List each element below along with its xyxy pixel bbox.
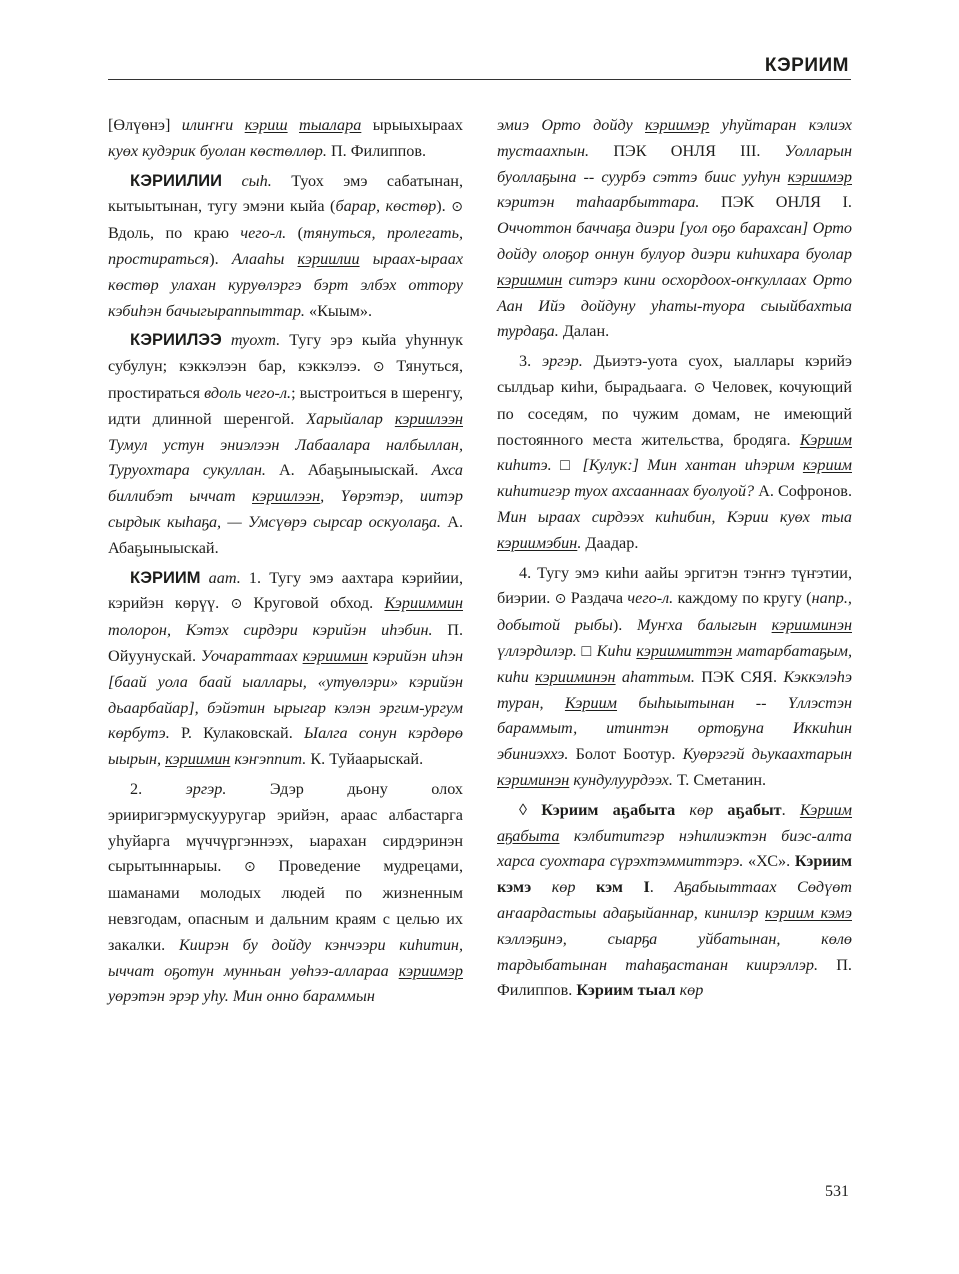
italic-text: киһитэ. xyxy=(497,456,552,475)
underlined-term: Кэриим xyxy=(799,800,853,819)
italic-text: кэллэҕинэ, сыарҕа уйбатынан, көлө тардыбатынан таһаҕастанан киирэллэр. xyxy=(497,929,852,974)
italic-text: Оччоттон баччаҕа диэри [уол оҕо барахсан] Орто дойду олоҕор оннун булуор диэри киһихара буолар xyxy=(497,219,852,263)
headword: КЭРИИМ xyxy=(130,568,201,587)
italic-text: сыһ. xyxy=(222,171,272,190)
translation-marker-icon: ⊙ xyxy=(693,379,706,396)
translation-marker-icon: ⊙ xyxy=(244,859,256,876)
example-term xyxy=(803,456,852,474)
text: каждому по кругу ( xyxy=(673,589,812,608)
example-term xyxy=(772,616,852,634)
text: Т. Сметанин. xyxy=(672,770,767,789)
text: «ХС». xyxy=(743,852,795,871)
italic-text: кэритэн таһаарбыттара. xyxy=(497,193,700,212)
left-column xyxy=(108,113,463,1014)
italic-text: [Кулук:] Мин хантан иһэрим xyxy=(582,456,803,475)
text: «Кыым». xyxy=(304,301,373,320)
text: П. Филиппов. xyxy=(497,955,852,1000)
underlined-term: кэрииминэн xyxy=(771,616,852,635)
italic-text: Ахса биллибэт ыччат xyxy=(108,461,464,506)
underlined-term: кэриим xyxy=(802,456,852,475)
example-term xyxy=(765,904,852,922)
phrase-headword: аҕабыт xyxy=(727,800,782,819)
text: А. Абаҕыныыскай. xyxy=(265,461,432,480)
example-term xyxy=(384,594,463,612)
italic-text: , Үөрэтэр, иитэр сырдык кыһаҕа, — Умсүөрэ сырсар оскуолаҕа. xyxy=(108,487,463,531)
underlined-term: кэриимин xyxy=(165,750,231,769)
text: Дьиэтэ-уота суох, ыаллары кэрийэ сылдьар киһи, бырадьаага. xyxy=(497,352,852,396)
underlined-term: кэрииминэн xyxy=(535,667,616,686)
example-term xyxy=(645,116,709,134)
example-term xyxy=(252,487,320,505)
dictionary-paragraph xyxy=(108,566,463,773)
dictionary-paragraph xyxy=(108,777,463,1010)
text: ◊ xyxy=(519,800,542,819)
headword: КЭРИИЛИИ xyxy=(130,171,223,190)
italic-text: Киһи xyxy=(596,641,637,660)
underlined-term: кэриимин xyxy=(497,270,563,289)
underlined-term: Кэриим xyxy=(564,693,618,712)
text: □ xyxy=(551,456,583,475)
italic-text: Уолларын буоллаҕына -- суурбэ сэттэ биис ууһун xyxy=(497,141,852,186)
underlined-term: кэриимэр xyxy=(787,167,852,186)
text: ПЭК СЯЯ. xyxy=(694,667,784,686)
italic-text: туохт. xyxy=(221,331,281,350)
example-term xyxy=(298,250,360,268)
underlined-term: Кэриим xyxy=(799,430,852,449)
text: Болот Боотур. xyxy=(568,745,683,764)
text: Проведение мудрецами, шаманами молодых людей по жизненным невзгодам, опасным и дальним краям с целью их закалки. xyxy=(108,857,463,954)
italic-text: Кэккэлэһэ туран, xyxy=(497,667,852,712)
text: ырыыхыраах xyxy=(361,116,464,134)
text: П. Филиппов. xyxy=(326,141,427,160)
italic-text: көр xyxy=(675,981,704,1000)
italic-text: кэҥэппит. xyxy=(230,750,307,769)
italic-text: Алааһы xyxy=(231,249,298,268)
dictionary-paragraph xyxy=(497,349,852,556)
underlined-term: кэриилээн xyxy=(394,409,464,428)
italic-text: Тумул устун эниэлээн Лабаалара налбыллан, Туруохтара сукуллан. xyxy=(108,435,463,480)
italic-text: уһуйтаран кэлиэх тустаахпын. xyxy=(497,116,852,160)
text: ПЭК ОНЛЯ I. xyxy=(699,193,852,212)
italic-text: Муҥха балыгын xyxy=(636,616,772,635)
italic-text: эргэр. xyxy=(185,779,227,798)
example-term xyxy=(636,642,732,660)
dictionary-paragraph xyxy=(497,113,852,345)
underlined-term: аҕабыта xyxy=(497,826,560,845)
text: Даадар. xyxy=(581,533,639,552)
text: Далан. xyxy=(558,322,610,341)
phrase-headword: кэм I xyxy=(595,878,650,897)
text: . xyxy=(781,800,800,819)
italic-text: куөх кудэрик буолан көстөллөр. xyxy=(108,141,327,160)
italic-text: быһыытынан -- Үллэстэн барaммыт, итинтэн ортоҕуна Иккиһин эбиниэххэ. xyxy=(497,693,852,764)
underlined-term: кэриимин xyxy=(302,646,368,665)
translation-marker-icon: ⊙ xyxy=(230,596,243,613)
text: ( xyxy=(286,224,304,243)
example-term xyxy=(395,410,463,428)
example-term xyxy=(565,694,617,712)
underlined-term: кэриилии xyxy=(297,249,360,268)
underlined-term: тыалара xyxy=(299,116,362,134)
italic-text: тянуться, пролегать, простираться xyxy=(108,224,463,268)
example-term xyxy=(800,801,852,819)
text: Раздача xyxy=(566,589,628,608)
example-term xyxy=(788,168,852,186)
translation-marker-icon: ⊙ xyxy=(554,591,567,608)
underlined-term: Кэрииммин xyxy=(384,594,463,613)
text: Круговой обход. xyxy=(242,594,385,613)
text: 2. xyxy=(130,779,186,798)
dictionary-paragraph xyxy=(497,561,852,794)
italic-text: үллэрдилэр. xyxy=(497,641,577,660)
phrase-headword: Кэриим тыал xyxy=(576,981,676,1000)
text: 1. Тугу эмэ аахтара кэрийии, кэрийэн көрүү. xyxy=(108,568,463,613)
text: Эдэр дьону олох эрииригэрмускууругар эрийэн, араас албастарга уһуйарга мүччүргэннээх, ыарахан сирдэринэн сырытыннарыы. xyxy=(108,779,463,876)
phrase-headword: Кэриим кэмэ xyxy=(497,852,853,897)
text: . xyxy=(649,878,675,897)
text: Р. Кулаковскай. xyxy=(169,724,304,743)
underlined-term: кэриимэр xyxy=(398,961,463,980)
italic-text xyxy=(288,116,299,134)
text: Туох эмэ сабатынан, кытыытынан, тугу эмэни кыйа ( xyxy=(108,171,463,216)
example-term xyxy=(497,534,577,552)
italic-text: толорон, Кэтэх сирдэри кэрийэн иһэбин. xyxy=(108,621,433,640)
underlined-term: кэриш xyxy=(244,116,288,134)
italic-text: илиҥҥи xyxy=(181,116,245,134)
example-term xyxy=(497,271,562,289)
underlined-term: кэриминэн xyxy=(497,770,570,789)
italic-text: аһаттым. xyxy=(615,667,695,686)
italic-text: көр xyxy=(675,800,728,819)
text: Тугу эрэ кыйа уһуннук субулун; кэккэлээн бар, кэккэлээ. xyxy=(108,331,463,376)
text: К. Туйаарыскай. xyxy=(306,750,424,769)
example-term xyxy=(800,431,852,449)
italic-text: чего-л. xyxy=(240,224,287,243)
italic-text: Ыалга сонун кэрдөрө ыырын, xyxy=(108,724,463,769)
text: Вдоль, по краю xyxy=(108,224,241,243)
italic-text: аат. xyxy=(200,568,241,587)
right-column xyxy=(497,113,852,1008)
header-rule xyxy=(108,79,851,80)
example-term xyxy=(245,116,288,134)
running-header: КЭРИИМ xyxy=(764,55,849,76)
page-number: 531 xyxy=(825,1183,849,1200)
italic-text: Харыйалар xyxy=(306,409,395,428)
italic-text: ыраах-ыраах көстөр улахан куруөлэргэ бэрт элбэх оттору кэбиһэн бачыгыраппыттар. xyxy=(108,249,464,320)
text: П. Ойуунускай. xyxy=(108,621,463,665)
underlined-term: кэриилээн xyxy=(252,487,321,506)
italic-text: эргэр. xyxy=(541,352,583,371)
underlined-term: кэриимэр xyxy=(644,116,710,134)
underlined-term: кэриим кэмэ xyxy=(765,903,852,922)
italic-text: көр xyxy=(531,878,596,897)
text: ). xyxy=(612,616,637,635)
dictionary-paragraph xyxy=(497,798,852,1004)
example-term xyxy=(535,668,615,686)
text: ; выстроиться в шеренгу, идти длинной шеренгой. xyxy=(108,383,464,428)
italic-text: Уочараттаах xyxy=(200,646,303,665)
italic-text: кундулуурдээх. xyxy=(569,770,673,789)
italic-text: Аҕабыыттаах Сөдүөт аҥаардастыы адаҕыйаннар, кинилэр xyxy=(497,878,853,922)
text: А. Софронов. xyxy=(754,482,852,501)
italic-text: вдоль чего-л. xyxy=(204,383,292,402)
dictionary-paragraph xyxy=(108,328,463,561)
text: ). xyxy=(436,197,452,216)
italic-text: ситэрэ кини осхордоох-оҥкуллаах Орто Аан Ийэ дойдуну уһаты-туора сыыйбахтыа турдаҕа. xyxy=(497,270,852,341)
text: 3. xyxy=(519,352,542,371)
italic-text: чего-л. xyxy=(627,589,674,608)
example-term xyxy=(299,116,361,134)
text: Тянуться, простираться xyxy=(108,357,463,402)
phrase-headword: Кэриим аҕабыта xyxy=(541,800,676,819)
example-term xyxy=(303,647,368,665)
dictionary-paragraph xyxy=(108,113,463,165)
text: ПЭК ОНЛЯ III. xyxy=(589,141,785,160)
italic-text: кэрийэн иһэн [баай уола баай ыаллары, «утуөлэри» кэрийэн дьаарбайар], бэйэтин ырыгар кэлэн эргим-ургум көрбутэ. xyxy=(108,646,463,743)
translation-marker-icon: ⊙ xyxy=(451,199,463,216)
italic-text: напр., добытой рыбы xyxy=(497,589,852,635)
text: 4. Тугу эмэ киһи аайы эргитэн тэҥҥэ түҥэтии, биэрии. xyxy=(497,563,852,608)
italic-text: Мин ыраах сирдээх киһибин, Кэрии куөх тыа xyxy=(497,507,852,526)
italic-text: кэлбититгэр нэһилиэктэн биэс-алта харса суохтара сүрэхтэммиттэрэ. xyxy=(497,826,852,871)
headword: КЭРИИЛЭЭ xyxy=(130,331,222,350)
italic-text: . xyxy=(577,533,582,552)
italic-text: эмиэ Орто дойду xyxy=(497,116,645,134)
italic-text: Киирэн бу дойду кэнчээри киһитин, ыччат оҕотун мунньан уөһээ-алларaа xyxy=(108,935,463,980)
example-term xyxy=(497,827,559,845)
underlined-term: кэриимэбин xyxy=(497,533,578,552)
italic-text: Куөрэгэй дьукаахтарын xyxy=(682,745,852,764)
text: ). xyxy=(209,249,232,268)
example-term xyxy=(165,750,230,768)
italic-text: киһитигэр туох ахсааннаах буолуой? xyxy=(497,482,755,501)
example-term xyxy=(399,962,463,980)
italic-text: барар, көстөр xyxy=(335,197,437,216)
text: А. Абаҕыныыскай. xyxy=(108,512,463,557)
translation-marker-icon: ⊙ xyxy=(372,359,385,376)
italic-text: уөрэтэн эрэр уһу. Мин онно бараммын xyxy=(108,987,375,1006)
text: Человек, кочующий по соседям, по чужим домам, не имеющий постоянного места жительства, бродяга. xyxy=(497,377,852,449)
text: [Өлүөнэ] xyxy=(108,116,182,134)
example-term xyxy=(497,771,569,789)
dictionary-paragraph xyxy=(108,169,463,325)
text: □ xyxy=(576,641,597,660)
underlined-term: кэриимиттэн xyxy=(636,641,733,660)
italic-text: матарбатаҕым, киһи xyxy=(497,641,853,686)
